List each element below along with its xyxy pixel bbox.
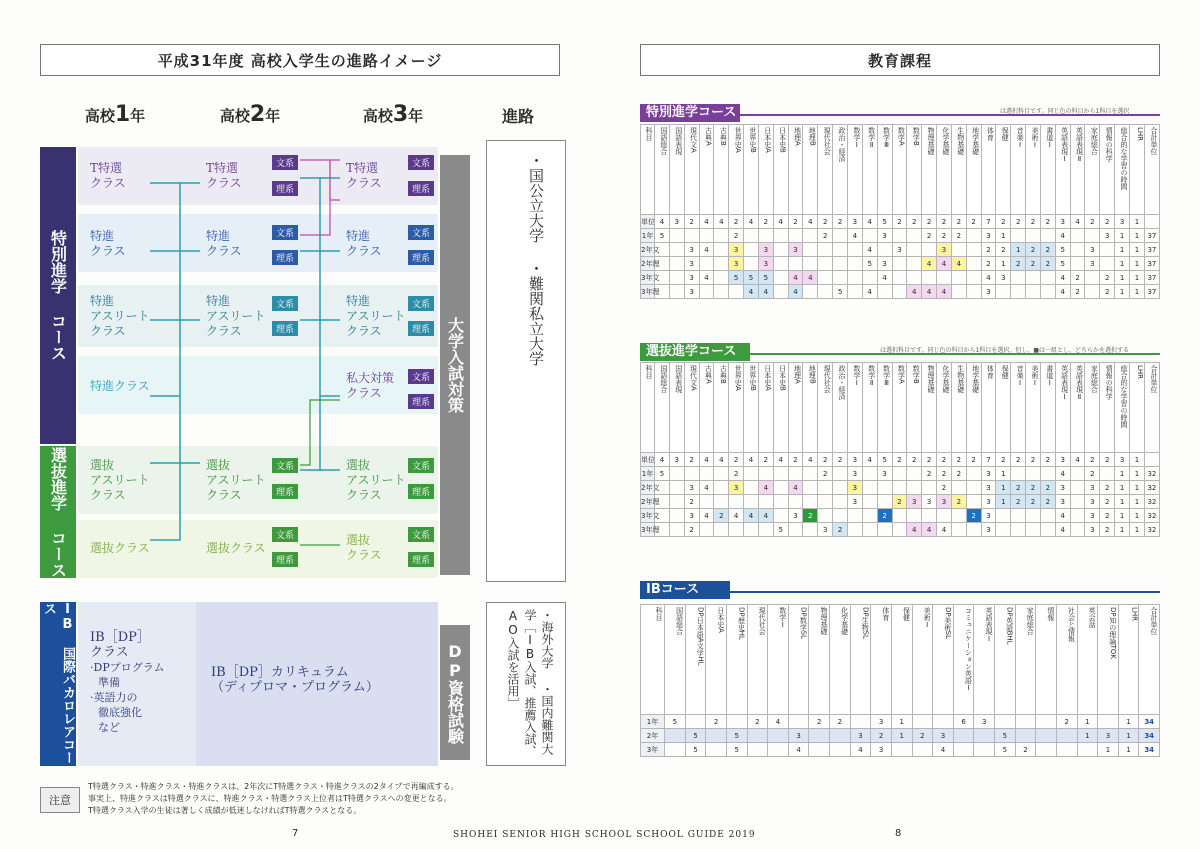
right-page-title: 教育課程 [640,44,1160,76]
y1-tokushin-class-2: 特進クラス [90,378,150,393]
sec2-header: 選抜進学コース [640,343,750,361]
footer: SHOHEI SENIOR HIGH SCHOOL SCHOOL GUIDE 2019 [453,830,756,840]
left-page-title: 平成31年度 高校入学生の進路イメージ [40,44,560,76]
y1-senbatsu-class: 選抜クラス [90,540,150,555]
note-line: T特選クラス入学の生徒は著しく成績が低迷しなければT特選クラスとなる。 [88,806,362,815]
badge-ri: 理系 [408,250,434,265]
notes [88,781,568,817]
year1-header: 高校1年 [84,102,146,127]
curriculum-table-ib: 科目 国語総合 DP日本語A文学HL 日本史A DP歴史HL 現代社会 数学Ⅰ DP数学SL 物理基礎 化学基礎 DP生物SL 体育 保健 美術Ⅰ DP美術SL コミュニケーション英語Ⅰ 英語表現Ⅰ DP英語BHL 家庭総合 情報 社会と情報 英会話 DP知の理論TOK LHR 合計単位 1年 5 2 2 4 2 2 3 1 6 3 2 1 1 34 2年 5 5 3 3 2 1 2 3 5 1 3 1 34 3年 5 5 4 4 3 4 5 2 1 1 34 [640,604,1160,757]
y3-senbatsu-class: 選抜 クラス [346,533,382,562]
badge-ri: 理系 [272,250,298,265]
badge-bun: 文系 [408,369,434,384]
note-label: 注意 [40,787,80,813]
senbatsu-course-label: 選抜進学 コース [40,446,76,578]
badge-ri: 理系 [272,484,298,499]
sec2-note: は選択科目です。同じ色の科目から1科目を選択。但し、■は一組とし、どちらかを選択する [880,347,1130,354]
sec1-header: 特別進学コース [640,104,740,122]
y1-senbatsu-athlete: 選抜 アスリート クラス [90,457,150,502]
badge-ri: 理系 [272,552,298,567]
y2-tokushin-class: 特進 クラス [206,229,242,258]
badge-bun: 文系 [408,296,434,311]
y3-shidai-class: 私大対策 クラス [346,371,395,400]
y2-t-tokusen-class: T特選 クラス [206,161,242,190]
badge-bun: 文系 [272,225,298,240]
curriculum-table-tokubetsu: 科目 国語総合 国語表現 現代文A 古典A 古典B 世界史A 世界史B 日本史A 日本史B 地理A 地理B 現代社会 政治・経済 数学Ⅰ 数学Ⅱ 数学Ⅲ 数学A 数学B 物理基礎 化学基礎 生物基礎 地学基礎 体育 保健 音楽Ⅰ 美術Ⅰ 書道Ⅰ 英語表現Ⅰ 英語表現Ⅱ 家庭総合 情報の科学 総合的な学習の時間 LHR 合計単位 単位 4 3 2 4 4 2 4 2 4 2 4 2 2 3 4 5 2 2 2 2 2 2 7 2 2 2 2 3 4 2 2 3 1 1年 5 2 2 4 3 2 2 2 3 1 4 3 1 1 37 2年文 3 4 3 3 3 4 3 3 2 2 1 2 2 5 3 1 1 37 2年理 3 3 3 5 3 4 4 4 2 1 2 2 2 5 3 1 1 37 3年文 3 4 5 5 5 4 4 4 4 3 4 2 2 1 1 37 3年理 3 4 4 4 5 4 4 4 4 3 4 2 2 1 1 37 [640,124,1160,299]
destination-box-1: ・国公立大学 ・難関私立大学 [486,140,566,582]
badge-ri: 理系 [408,321,434,336]
sec3-header: IBコース [640,581,730,599]
y3-t-tokusen-class: T特選 クラス [346,161,382,190]
badge-bun: 文系 [272,296,298,311]
curriculum-table-senbatsu: 科目 国語総合 国語表現 現代文A 古典A 古典B 世界史A 世界史B 日本史A 日本史B 地理A 地理B 現代社会 政治・経済 数学Ⅰ 数学Ⅱ 数学Ⅲ 数学A 数学B 物理基礎 化学基礎 生物基礎 地学基礎 体育 保健 音楽Ⅰ 美術Ⅰ 書道Ⅰ 英語表現Ⅰ 英語表現Ⅱ 家庭総合 情報の科学 総合的な学習の時間 LHR 合計単位 単位 4 3 2 4 4 2 4 2 4 2 4 2 2 3 4 5 2 2 2 2 2 2 7 2 2 2 2 3 4 2 2 3 1 1年 5 2 2 3 3 2 2 2 3 1 4 2 1 1 32 2年文 3 4 3 4 4 3 2 3 1 2 2 2 3 3 2 1 1 32 2年理 2 3 2 3 3 3 2 3 1 2 2 2 3 3 2 1 1 32 3年文 3 4 2 4 4 4 3 2 2 2 3 4 3 2 1 1 32 3年理 2 5 3 2 4 4 4 3 4 3 2 1 1 32 [640,362,1160,537]
note-line: 事実上、特進クラスは特選クラスに、特進クラス・特選クラス上位者はT特選クラスへの変更となる。 [88,794,452,803]
y1-tokushin-class: 特進 クラス [90,229,126,258]
badge-bun: 文系 [408,458,434,473]
y1-t-tokusen-class: T特選 クラス [90,161,126,190]
y3-tokushin-athlete: 特進 アスリート クラス [346,293,406,338]
destination-box-2: ・海外大学 ・国内難関大学［IB入試、推薦入試、AO入試を活用］ [486,602,566,766]
ib-course-label: IB 国際バカロレアコース [41,602,75,764]
badge-ri: 理系 [272,321,298,336]
dp-exam-bar: DP資格試験 [440,625,470,760]
badge-bun: 文系 [408,527,434,542]
tokubetsu-course-label: 特別進学 コース [40,147,76,444]
year3-header: 高校3年 [362,102,424,127]
page-number-left: 7 [292,828,299,839]
page-number-right: 8 [895,828,902,839]
path-header: 進路 [501,107,534,126]
y2-tokushin-athlete: 特進 アスリート クラス [206,293,266,338]
badge-ri: 理系 [408,484,434,499]
badge-ri: 理系 [408,552,434,567]
badge-ri: 理系 [408,181,434,196]
badge-bun: 文系 [272,155,298,170]
y1-tokushin-athlete: 特進 アスリート クラス [90,293,150,338]
badge-bun: 文系 [272,527,298,542]
ib-dp-curriculum: IB［DP］カリキュラム （ディプロマ・プログラム） [211,665,379,695]
sec3-rule [730,591,1160,593]
badge-bun: 文系 [408,225,434,240]
badge-bun: 文系 [272,458,298,473]
ib-dp-class: IB［DP］ クラス ·DPプログラム 準備 ·英語力の 徹底強化 など [90,630,165,734]
badge-ri: 理系 [272,181,298,196]
y2-senbatsu-class: 選抜クラス [206,540,266,555]
y3-tokushin-class: 特進 クラス [346,229,382,258]
y2-senbatsu-athlete: 選抜 アスリート クラス [206,457,266,502]
badge-bun: 文系 [408,155,434,170]
badge-ri: 理系 [408,394,434,409]
sec1-note: は選択科目です。同じ色の科目から1科目を選択 [1000,108,1130,115]
exam-prep-bar: 大学入試対策 [440,155,470,575]
y3-senbatsu-athlete: 選抜 アスリート クラス [346,457,406,502]
year2-header: 高校2年 [219,102,281,127]
note-line: T特選クラス・特進クラス・特進クラスは、2年次にT特選クラス・特進クラスの2タイプで再編成する。 [88,782,459,791]
